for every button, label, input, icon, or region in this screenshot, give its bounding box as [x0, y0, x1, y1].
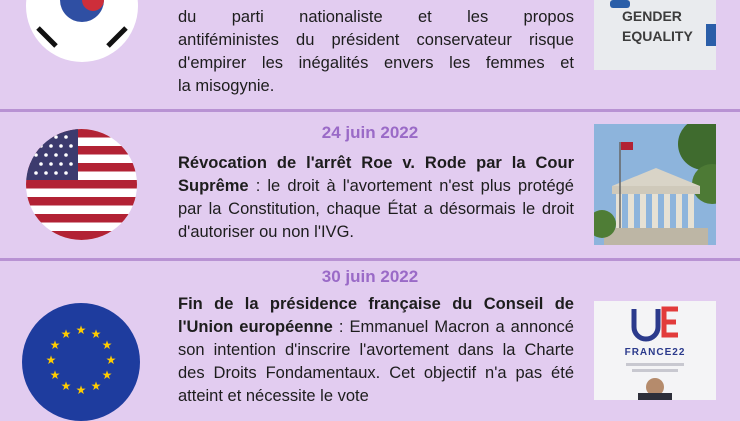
svg-text:★: ★	[49, 338, 61, 352]
svg-text:★: ★	[101, 368, 113, 382]
event-korea-text	[178, 6, 574, 98]
svg-text:★: ★	[75, 383, 87, 397]
south-korea-flag-icon	[26, 0, 138, 62]
event-body: : le droit à l'avortement n'est plus protégé par la Constitution, chaque État a désormais le droit d'autoriser ou non l'IVG.	[178, 177, 574, 241]
svg-text:★: ★	[90, 379, 102, 393]
marker-icon	[706, 24, 716, 46]
supreme-court-icon	[594, 124, 716, 245]
svg-text:★: ★	[60, 327, 72, 341]
event-usa	[0, 112, 740, 256]
photo-caption: GENDER	[622, 8, 682, 24]
svg-text:★: ★	[75, 323, 87, 337]
usa-flag-icon	[26, 129, 137, 240]
event-eu-text	[178, 293, 574, 408]
supreme-court-photo	[594, 124, 716, 245]
korea-line: antiféministes du président conservateur risque	[178, 31, 574, 49]
korea-line: la misogynie.	[178, 77, 275, 95]
event-eu	[0, 261, 740, 405]
event-date: 24 juin 2022	[321, 123, 419, 142]
event-korea	[0, 0, 740, 108]
svg-text:★: ★	[90, 327, 102, 341]
event-body: : Emmanuel Macron a annoncé son intention d'inscrire l'avortement dans la Charte des Droits Fondamentaux. Cet objectif n'a pas été atteint et nécessite le vote	[178, 318, 574, 405]
event-title: Révocation de l'arrêt Roe v. Rode par la Cour Suprême	[178, 154, 574, 195]
france22-poster	[594, 301, 716, 400]
korea-line: du parti nationaliste et les propos	[178, 8, 574, 26]
korea-line: d'empirer les inégalités envers les femmes et	[178, 54, 574, 72]
event-date: 30 juin 2022	[321, 267, 419, 286]
poster-caption: FRANCE22	[624, 347, 686, 358]
photo-caption: EQUALITY	[622, 28, 693, 44]
svg-text:★: ★	[105, 353, 117, 367]
svg-text:★: ★	[101, 338, 113, 352]
event-usa-text	[178, 152, 574, 244]
gender-equality-photo	[594, 0, 716, 70]
svg-text:★: ★	[49, 368, 61, 382]
event-title: Fin de la présidence française du Conseil de l'Union européenne	[178, 295, 574, 336]
svg-text:★: ★	[60, 379, 72, 393]
eu-flag-icon	[22, 303, 140, 421]
svg-text:★: ★	[45, 353, 57, 367]
